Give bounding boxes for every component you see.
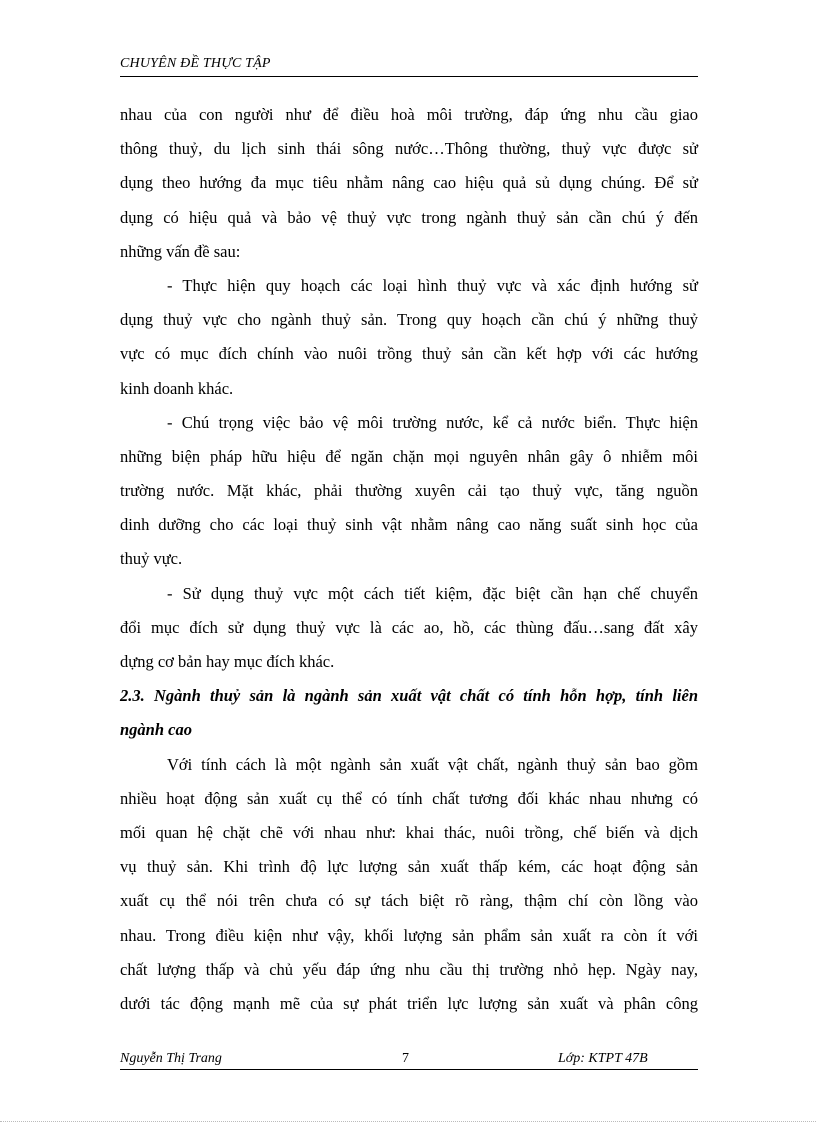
body-line: dưới tác động mạnh mẽ của sự phát triển lực lượng sản xuất và phân công — [120, 993, 698, 1013]
body-line: vụ thuỷ sản. Khi trình độ lực lượng sản xuất thấp kém, các hoạt động sản — [120, 857, 698, 877]
page-header — [120, 50, 698, 77]
header-title: CHUYÊN ĐỀ THỰC TẬP — [120, 56, 271, 71]
body-line: đổi mục đích sử dụng thuỷ vực là các ao, hồ, các thùng đấu…sang đất xây — [120, 617, 698, 637]
body-line: nhau của con người như để điều hoà môi trường, đáp ứng nhu cầu giao — [120, 105, 698, 124]
body-line: những vấn đề sau: — [120, 241, 241, 261]
body-line: nhau. Trong điều kiện như vậy, khối lượng sản phẩm sản xuất ra còn ít với — [120, 925, 698, 945]
body-line: trường nước. Mặt khác, phải thường xuyên cải tạo thuỷ vực, tăng nguồn — [120, 481, 698, 501]
body-line: kinh doanh khác. — [120, 378, 234, 398]
body-line: dinh dưỡng cho các loại thuỷ sinh vật nhằm nâng cao năng suất sinh học của — [120, 515, 698, 535]
body-line: dựng cơ bản hay mục đích khác. — [120, 652, 335, 671]
body-line: nhiều hoạt động sản xuất cụ thể có tính chất tương đối khác nhau nhưng có — [120, 788, 698, 808]
bullet-line: - Thực hiện quy hoạch các loại hình thuỷ vực và xác định hướng sử — [167, 275, 698, 295]
body-line: dụng thuỷ vực cho ngành thuỷ sản. Trong quy hoạch cần chú ý những thuỷ — [120, 310, 698, 330]
page-footer — [120, 1047, 698, 1070]
bullet-line: - Sử dụng thuỷ vực một cách tiết kiệm, đặc biệt cần hạn chế chuyển — [167, 583, 698, 603]
page-number: 7 — [402, 1051, 409, 1066]
body-line: những biện pháp hữu hiệu để ngăn chặn mọi nguyên nhân gây ô nhiễm môi — [120, 446, 698, 466]
body-line: vực có mục đích chính vào nuôi trồng thuỷ sản cần kết hợp với các hướng — [120, 344, 698, 364]
section-heading: 2.3. Ngành thuỷ sản là ngành sản xuất vật chất có tính hỗn hợp, tính liên — [120, 686, 698, 706]
section-heading: ngành cao — [120, 720, 192, 740]
body-line: thuỷ vực. — [120, 549, 183, 569]
paragraph-first-line: Với tính cách là một ngành sản xuất vật chất, ngành thuỷ sản bao gồm — [167, 754, 698, 774]
body-line: thông thuỷ, du lịch sinh thái sông nước…Thông thường, thuỷ vực được sử — [120, 139, 698, 159]
document-body — [120, 98, 698, 1021]
page-edge-divider — [0, 1121, 816, 1122]
body-line: chất lượng thấp và chủ yếu đáp ứng nhu cầu thị trường nhỏ hẹp. Ngày nay, — [120, 959, 698, 979]
bullet-line: - Chú trọng việc bảo vệ môi trường nước, kể cả nước biển. Thực hiện — [167, 412, 698, 432]
footer-author: Nguyễn Thị Trang — [120, 1051, 222, 1066]
body-line: xuất cụ thể nói trên chưa có sự tách biệt rõ ràng, thậm chí còn lồng vào — [120, 891, 698, 911]
body-line: dụng theo hướng đa mục tiêu nhằm nâng cao hiệu quả sủ dụng chúng. Để sử — [120, 173, 698, 193]
footer-class: Lớp: KTPT 47B — [558, 1051, 648, 1066]
body-line: dụng có hiệu quả và bảo vệ thuỷ vực trong ngành thuỷ sản cần chú ý đến — [120, 207, 698, 227]
body-line: mối quan hệ chặt chẽ với nhau như: khai thác, nuôi trồng, chế biến và dịch — [120, 822, 698, 842]
